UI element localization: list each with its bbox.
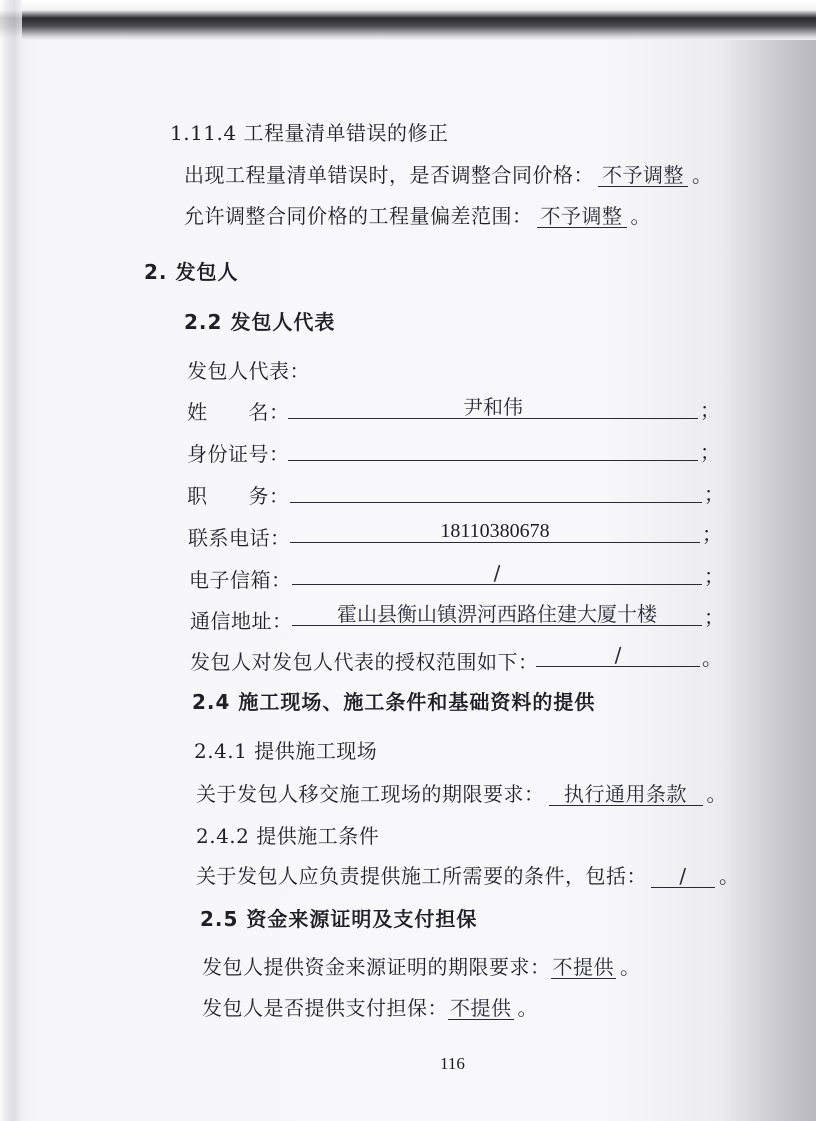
field-value-phone: 18110380678 — [290, 520, 700, 543]
question-text: 允许调整合同价格的工程量偏差范围： — [184, 204, 533, 228]
field-value-name: 尹和伟 — [288, 396, 698, 419]
answer-site-handover: 执行通用条款 — [549, 783, 703, 806]
field-value-email: / — [292, 562, 702, 585]
representative-intro: 发包人代表： — [187, 359, 310, 383]
section-2-heading: 2. 发包人 — [144, 260, 239, 284]
scan-top-edge — [0, 0, 816, 40]
semicolon: ； — [700, 398, 720, 422]
question-text: 发包人是否提供支付担保： — [202, 996, 448, 1020]
semicolon: ； — [704, 564, 724, 588]
field-value-id-number — [288, 438, 698, 461]
period: 。 — [702, 646, 722, 670]
field-label-email: 电子信箱： — [189, 568, 292, 592]
field-label-address: 通信地址： — [190, 609, 293, 633]
answer-bill-error: 不予调整 — [598, 164, 688, 187]
question-site-handover — [196, 782, 727, 806]
answer-deviation-range: 不予调整 — [537, 205, 627, 228]
period: 。 — [630, 204, 651, 228]
period: 。 — [692, 163, 713, 187]
field-label-name: 姓 名： — [187, 400, 290, 424]
section-2-4-2-heading: 2.4.2 提供施工条件 — [196, 824, 380, 848]
field-label-id-number: 身份证号： — [187, 442, 290, 466]
period: 。 — [719, 864, 740, 888]
question-construction-conditions — [196, 864, 740, 888]
question-text: 关于发包人移交施工现场的期限要求： — [196, 782, 545, 806]
semicolon: ； — [702, 522, 722, 546]
question-funding-proof — [202, 955, 641, 979]
field-label-phone: 联系电话： — [188, 526, 291, 550]
field-label-position: 职 务： — [187, 484, 290, 508]
field-value-position — [290, 480, 702, 503]
period: 。 — [620, 955, 641, 979]
period: 。 — [517, 996, 538, 1020]
page-number: 116 — [440, 1054, 465, 1073]
question-deviation-range — [184, 204, 651, 228]
semicolon: ； — [704, 482, 724, 506]
answer-construction-conditions: / — [651, 865, 715, 888]
section-2-2-heading: 2.2 发包人代表 — [184, 310, 336, 334]
section-2-4-1-heading: 2.4.1 提供施工现场 — [194, 739, 378, 763]
section-1-11-4-heading: 1.11.4 工程量清单错误的修正 — [170, 121, 449, 145]
question-text: 发包人提供资金来源证明的期限要求： — [202, 955, 551, 979]
authority-scope-answer: / — [536, 644, 700, 667]
answer-funding-proof: 不提供 — [552, 955, 614, 979]
question-text: 出现工程量清单错误时，是否调整合同价格： — [184, 163, 594, 187]
field-value-address: 霍山县衡山镇淠河西路住建大厦十楼 — [292, 603, 702, 626]
question-payment-guarantee — [202, 996, 538, 1020]
question-bill-error — [184, 163, 713, 187]
semicolon: ； — [704, 605, 724, 629]
scan-left-edge — [0, 0, 22, 1121]
semicolon: ； — [700, 440, 720, 464]
section-2-5-heading: 2.5 资金来源证明及支付担保 — [200, 907, 478, 931]
section-2-4-heading: 2.4 施工现场、施工条件和基础资料的提供 — [192, 690, 596, 714]
period: 。 — [706, 782, 727, 806]
question-text: 关于发包人应负责提供施工所需要的条件，包括： — [196, 864, 647, 888]
answer-payment-guarantee: 不提供 — [450, 996, 512, 1020]
authority-scope-question: 发包人对发包人代表的授权范围如下： — [190, 650, 539, 674]
